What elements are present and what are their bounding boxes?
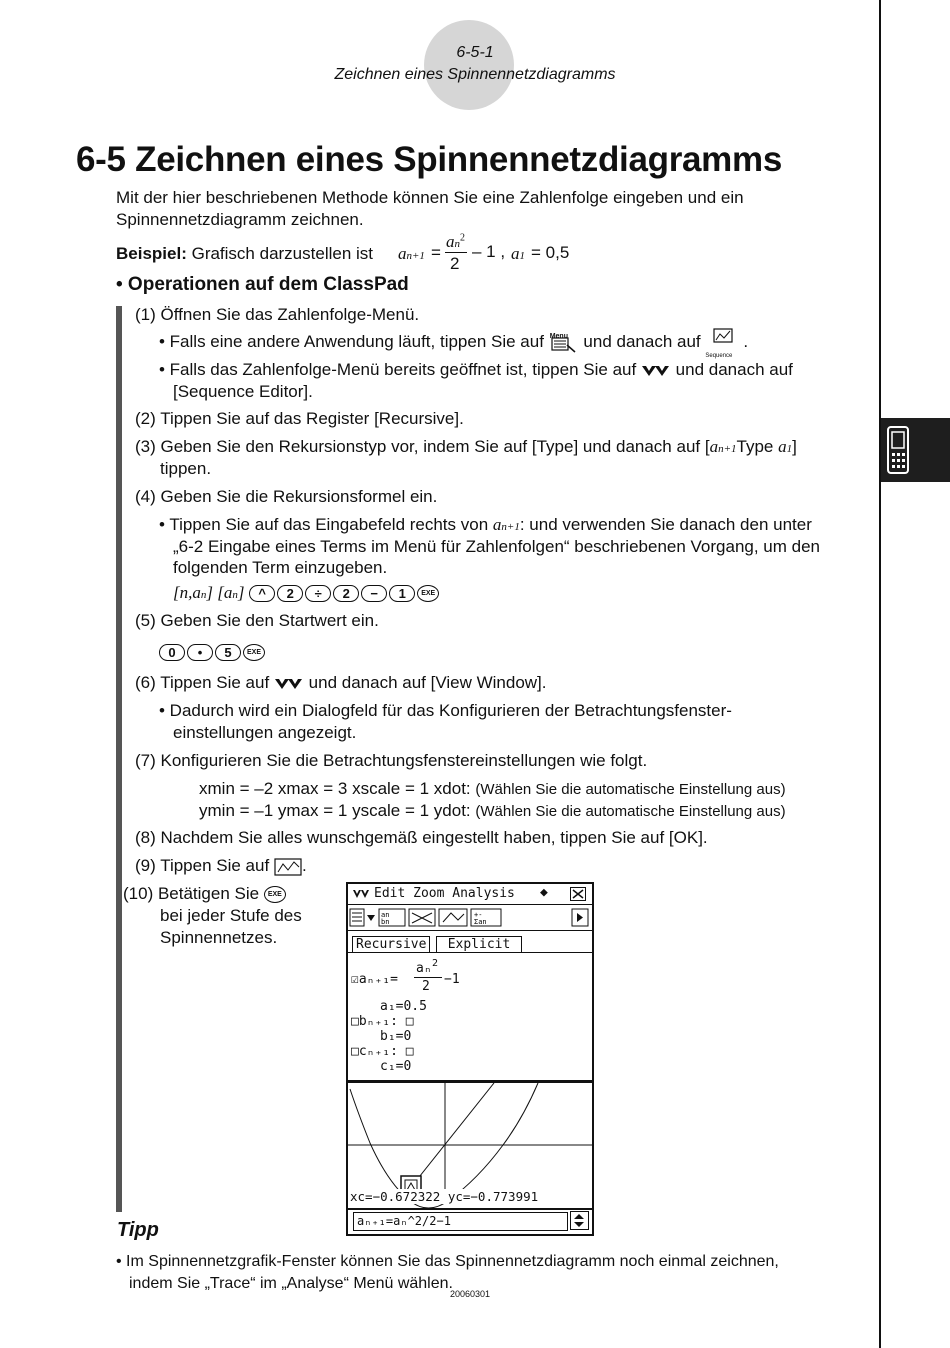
calc-menubar [348, 884, 592, 905]
step-4-bullet-line-3: folgenden Term einzugeben. [173, 558, 388, 577]
row-b-recursive[interactable]: □bₙ₊₁: □ [351, 1014, 414, 1029]
key-power: ^ [249, 585, 275, 602]
svg-text:Σan: Σan [474, 918, 487, 926]
menu-arrow-icon [274, 677, 304, 691]
formula-input[interactable]: aₙ₊₁=aₙ^2/2−1 [353, 1212, 568, 1231]
step-1-bullet-2 [159, 359, 793, 381]
view-window-row-1-note: (Wählen Sie die automatische Einstellung aus) [475, 781, 786, 798]
example-formula: an+1 = $an^2$ 2 – 1 , a1 = 0,5 [398, 232, 570, 273]
step-5: (5) Geben Sie den Startwert ein. [135, 611, 379, 630]
exe-key: EXE [417, 585, 439, 602]
tab-recursive[interactable]: Recursive [352, 936, 430, 952]
example-tail: – 1 , [472, 242, 506, 261]
step-4: (4) Geben Sie die Rekursionsformel ein. [135, 487, 438, 506]
tip-line-1: • Im Spinnennetzgrafik-Fenster können Sie das Spinnennetzdiagramm noch einmal zeichnen, [116, 1253, 779, 1270]
step-10-line-3: Spinnennetzes. [160, 928, 278, 947]
step-3-text-a: (3) Geben Sie den Rekursionstyp vor, indem Sie auf [Type] und danach auf [ [135, 437, 710, 456]
sequence-editor [348, 932, 592, 1080]
menu-arrow-icon[interactable] [352, 888, 372, 900]
key-divide: ÷ [305, 585, 331, 602]
toolbar-icons[interactable] [348, 906, 592, 930]
step-4-bullet-1: • Tippen Sie auf das Eingabefeld rechts von an+1: und verwenden Sie danach den unter [159, 515, 812, 534]
step-6-text-b: und danach auf [View Window]. [308, 673, 547, 692]
step-3-cont: tippen. [160, 459, 212, 478]
right-margin-rule [879, 0, 881, 1348]
step-3-text-c: ] [792, 437, 797, 456]
row-c-recursive[interactable]: □cₙ₊₁: □ [351, 1044, 414, 1059]
key-5: 5 [215, 644, 241, 661]
step-3-text-b: Type [736, 437, 774, 456]
exe-key: EXE [264, 886, 286, 903]
row-b1[interactable]: b₁=0 [380, 1029, 412, 1044]
calc-toolbar [348, 906, 592, 931]
step-1-bullet-2-text-a: • Falls das Zahlenfolge-Menü bereits geöffnet ist, tippen Sie auf [159, 360, 637, 379]
calc-menubar-label[interactable]: Edit Zoom Analysis [374, 886, 515, 901]
section-heading: • Operationen auf dem ClassPad [116, 274, 409, 295]
step-1-bullet-2-text-b: und danach auf [675, 360, 793, 379]
step-4-bullet-text-b: : und verwenden Sie danach den unter [519, 515, 812, 534]
tab-explicit[interactable]: Explicit [436, 936, 522, 953]
key-2: 2 [277, 585, 303, 602]
scroll-arrows-icon[interactable] [570, 1211, 590, 1231]
step-4-bullet-text-a: • Tippen Sie auf das Eingabefeld rechts von [159, 515, 489, 534]
diamond-icon[interactable]: ◆ [540, 885, 548, 900]
tip-line-2: indem Sie „Trace“ im „Analyse“ Menü wählen. [129, 1275, 453, 1292]
step-10-line-2: bei jeder Stufe des [160, 906, 302, 925]
view-window-row-2 [199, 800, 786, 823]
step-6-bullet-line-2: einstellungen angezeigt. [173, 723, 357, 742]
row-a-recursive[interactable]: ☑aₙ₊₁= aₙ 2 2 −1 [351, 958, 460, 994]
sequence-icon [705, 331, 743, 359]
row-c1[interactable]: c₁=0 [380, 1059, 412, 1074]
menu-arrow-icon [641, 364, 671, 378]
step-9-text: (9) Tippen Sie auf [135, 856, 270, 875]
view-window-row-2-values: ymin = –1 ymax = 1 yscale = 1 ydot: [199, 801, 471, 820]
svg-text:+-: +- [474, 911, 483, 919]
key-0: 0 [159, 644, 185, 661]
coordinate-readout: xc=−0.672322 yc=−0.773991 [350, 1189, 539, 1204]
cobweb-graph[interactable] [348, 1083, 592, 1208]
step-9: (9) Tippen Sie auf . [135, 856, 307, 875]
tip-heading: Tipp [117, 1219, 159, 1241]
view-window-row-2-note: (Wählen Sie die automatische Einstellung aus) [475, 803, 786, 820]
row-a1[interactable]: a₁=0.5 [380, 999, 427, 1014]
key-2: 2 [333, 585, 359, 602]
key-point: • [187, 644, 213, 661]
example-label: Beispiel: [116, 244, 187, 263]
menu-icon-label: Menu [549, 333, 568, 340]
step-1-bullet-1-text-a: • Falls eine andere Anwendung läuft, tippen Sie auf [159, 332, 544, 351]
footer-code: 20060301 [450, 1289, 491, 1299]
step-6-text-a: (6) Tippen Sie auf [135, 673, 270, 692]
row-a-tail: −1 [444, 972, 460, 987]
svg-text:bn: bn [381, 918, 390, 926]
chapter-tab [881, 418, 950, 482]
step-1-bullet-1: • Falls eine andere Anwendung läuft, tippen Sie auf Menu und danach auf Sequence . [159, 331, 748, 353]
step-1-bullet-2-cont: [Sequence Editor]. [173, 382, 313, 401]
step-1: (1) Öffnen Sie das Zahlenfolge-Menü. [135, 305, 420, 324]
key-1: 1 [389, 585, 415, 602]
page-title: 6-5 Zeichnen eines Spinnennetzdiagramms [76, 140, 782, 179]
step-5-key-sequence [159, 641, 265, 663]
step-10-text-a: (10) Betätigen Sie [123, 884, 260, 903]
step-2: (2) Tippen Sie auf das Register [Recursive]. [135, 409, 464, 428]
step-4-bullet-line-2: „6-2 Eingabe eines Terms im Menü für Zahlenfolgen“ beschriebenen Vorgang, um den [173, 537, 821, 556]
example-line [116, 243, 373, 265]
calculator-icon [881, 418, 950, 482]
cobweb-graph-icon [274, 858, 302, 876]
key-minus: − [361, 585, 387, 602]
view-window-row-1-values: xmin = –2 xmax = 3 xscale = 1 xdot: [199, 779, 471, 798]
step-10 [123, 883, 286, 905]
step-6-bullet-line-1: • Dadurch wird ein Dialogfeld für das Konfigurieren der Betrachtungsfenster- [159, 701, 732, 720]
intro-line-2: Spinnennetzdiagramm zeichnen. [116, 210, 364, 229]
intro-line-1: Mit der hier beschriebenen Methode können Sie eine Zahlenfolge eingeben und ein [116, 188, 744, 207]
step-8: (8) Nachdem Sie alles wunschgemäß eingestellt haben, tippen Sie auf [OK]. [135, 828, 708, 847]
menu-icon [549, 331, 579, 353]
step-6 [135, 672, 547, 694]
example-text: Grafisch darzustellen ist [191, 244, 373, 263]
procedure-bar [116, 306, 122, 1212]
example-init: = 0,5 [531, 243, 570, 262]
running-title: Zeichnen eines Spinnennetzdiagramms [334, 66, 616, 83]
classpad-screen [346, 882, 594, 1236]
step-1-bullet-1-text-b: und danach auf [583, 332, 701, 351]
page-number: 6-5-1 [456, 44, 494, 61]
step-7: (7) Konfigurieren Sie die Betrachtungsfenstereinstellungen wie folgt. [135, 751, 648, 770]
close-icon[interactable] [570, 887, 586, 901]
step-3: (3) Geben Sie den Rekursionstyp vor, indem Sie auf [Type] und danach auf [an+1Type a1] [135, 437, 797, 456]
header-circle [424, 20, 514, 110]
svg-text:an: an [381, 911, 390, 919]
view-window-row-1 [199, 778, 786, 801]
sequence-icon-label: Sequence [705, 353, 733, 359]
exe-key: EXE [243, 644, 265, 661]
step-4-key-sequence: [n,an] [an] ^ 2 ÷ 2 − 1 EXE [173, 582, 439, 606]
